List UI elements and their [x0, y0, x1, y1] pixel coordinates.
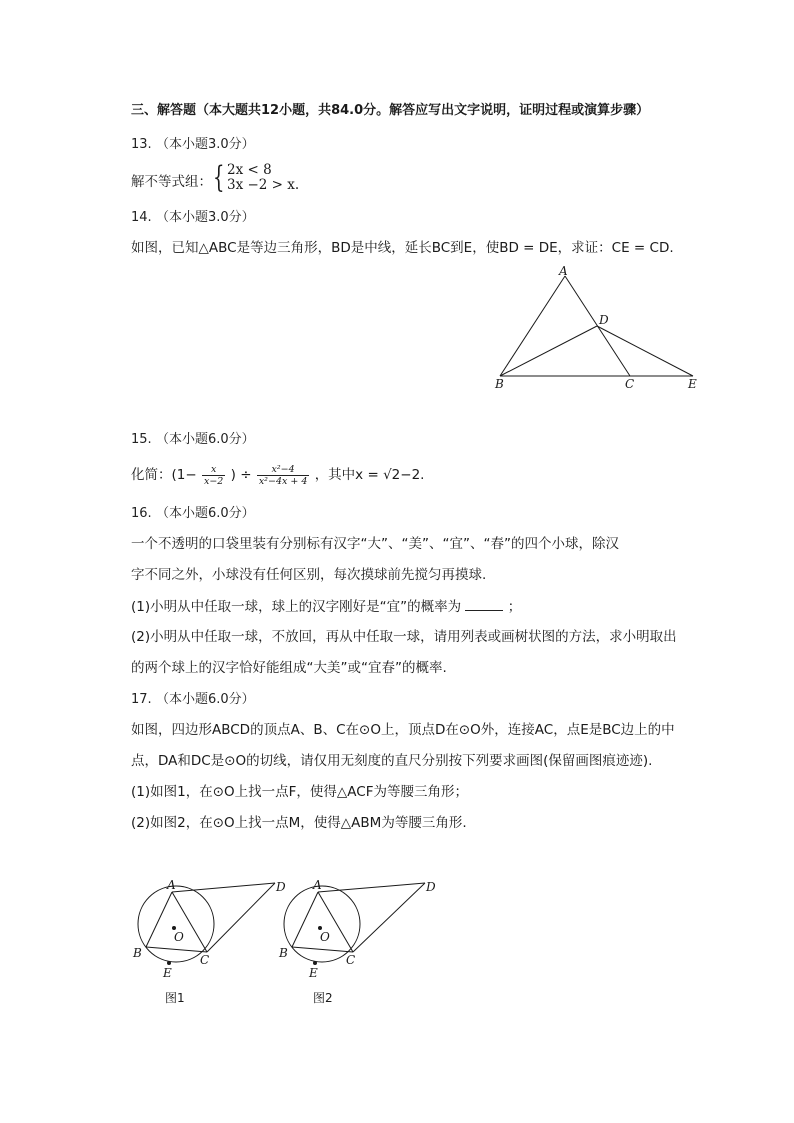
q17-header — [131, 689, 255, 710]
q16-part-1 — [131, 596, 521, 617]
q16-part-2-line-2: 的两个球上的汉字恰好能组成“大美”或“宜春”的概率. — [131, 660, 447, 676]
q13-prompt: 解不等式组： — [131, 174, 212, 190]
q17-line-2: 点，DA和DC是⊙O的切线，请仅用无刻度的直尺分别按下列要求画图(保留画图痕迹迹). — [131, 753, 653, 769]
q13-brace: { — [213, 160, 225, 195]
q13-inequality-1: 2x < 8 — [227, 162, 272, 178]
fig1-label-d: D — [276, 880, 286, 894]
q15-header — [131, 429, 255, 450]
fig2-label-c: C — [346, 953, 356, 967]
fig1-caption: 图1 — [165, 991, 185, 1005]
q16-part-1-end: ； — [507, 599, 522, 615]
q14-number: 14. — [131, 210, 152, 225]
q15-expression — [131, 458, 424, 492]
q13-number: 13. — [131, 137, 152, 152]
q14-text: 如图，已知△ABC是等边三角形，BD是中线，延长BC到E，使BD = DE，求证：CE = CD. — [131, 240, 674, 256]
fig1-label-c: C — [200, 953, 210, 967]
q17-part-1: (1)如图1，在⊙O上找一点F，使得△ACF为等腰三角形； — [131, 784, 468, 800]
q13-score: （本小题3.0分） — [155, 137, 255, 152]
q15-divide: ) ÷ — [230, 467, 252, 483]
fig1-label-o: O — [174, 930, 184, 944]
q16-line-1: 一个不透明的口袋里装有分别标有汉字“大”、“美”、“宜”、“春”的四个小球，除汉 — [131, 536, 619, 552]
fig2-label-b: B — [279, 946, 288, 960]
q15-score: （本小题6.0分） — [155, 432, 255, 447]
q16-number: 16. — [131, 506, 152, 521]
q15-fraction-1 — [202, 464, 225, 487]
q14-label-d: D — [599, 313, 609, 327]
q17-figure-1 — [132, 878, 286, 1005]
q15-prefix: 化简：(1− — [131, 467, 197, 483]
q17-line-1: 如图，四边形ABCD的顶点A、B、C在⊙O上，顶点D在⊙O外，连接AC，点E是BC边上的中 — [131, 722, 675, 738]
q14-label-c: C — [625, 377, 635, 391]
q13-inequality-2: 3x −2 > x. — [227, 177, 300, 193]
q16-part-2-line-1: (2)小明从中任取一球，不放回，再从中任取一球，请用列表或画树状图的方法，求小明取出 — [131, 629, 677, 645]
q13-header — [131, 134, 255, 155]
q15-fraction-2 — [257, 464, 310, 487]
fig1-label-b: B — [133, 946, 142, 960]
q16-answer-blank — [465, 596, 503, 611]
q15-number: 15. — [131, 432, 152, 447]
q17-number: 17. — [131, 692, 152, 707]
q14-label-b: B — [495, 377, 504, 391]
fig1-label-a: A — [167, 878, 176, 892]
fig1-label-e: E — [163, 966, 172, 980]
q14-label-a: A — [559, 264, 568, 278]
q17-figure-2 — [278, 878, 436, 1005]
q14-header — [131, 207, 255, 228]
q16-header — [131, 503, 255, 524]
q16-part-1-text: (1)小明从中任取一球，球上的汉字刚好是“宜”的概率为 — [131, 599, 462, 615]
fig2-label-d: D — [426, 880, 436, 894]
q15-suffix: ，其中x = √2−2. — [314, 467, 425, 483]
q14-label-e: E — [688, 377, 697, 391]
q15-fraction-1-numerator: x — [202, 464, 225, 476]
q15-fraction-2-numerator: x²−4 — [257, 464, 310, 476]
section-header: 三、解答题（本大题共12小题，共84.0分。解答应写出文字说明，证明过程或演算步骤） — [131, 103, 650, 118]
q15-fraction-1-denominator: x−2 — [203, 475, 224, 487]
fig2-label-e: E — [309, 966, 318, 980]
q16-line-2: 字不同之外，小球没有任何区别，每次摸球前先搅匀再摸球. — [131, 567, 487, 583]
fig2-label-a: A — [313, 878, 322, 892]
q16-score: （本小题6.0分） — [155, 506, 255, 521]
q17-part-2: (2)如图2，在⊙O上找一点M，使得△ABM为等腰三角形. — [131, 815, 467, 831]
q17-score: （本小题6.0分） — [155, 692, 255, 707]
q15-fraction-2-denominator: x²−4x + 4 — [258, 475, 308, 487]
fig2-caption: 图2 — [313, 991, 333, 1005]
fig2-label-o: O — [320, 930, 330, 944]
q14-score: （本小题3.0分） — [155, 210, 255, 225]
q14-triangle-lines — [500, 276, 693, 376]
